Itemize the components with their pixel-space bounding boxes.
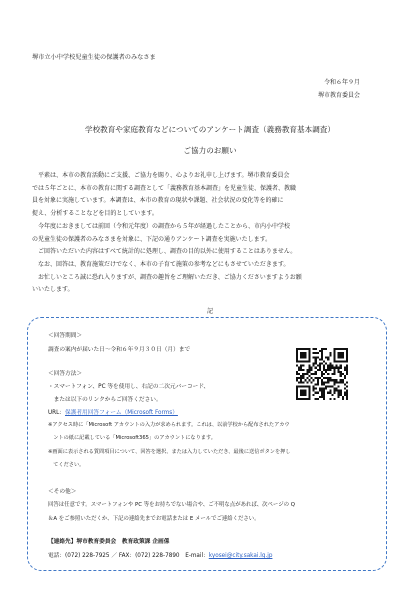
qr-code-icon[interactable] xyxy=(296,348,348,400)
ki-heading: 記 xyxy=(206,308,213,315)
contact-email-link[interactable]: kyosei@city.sakai.lg.jp xyxy=(208,553,273,559)
addressee: 堺市立小中学校児童生徒の保護者のみなさま xyxy=(32,54,156,61)
other-line: ＆A をご参照いただくか、下記の連絡先までお電話または E メールでご連絡ください。 xyxy=(48,516,260,522)
body-text xyxy=(32,170,392,297)
issuer: 堺市教育委員会 xyxy=(317,92,360,99)
body-line: では５年ごとに、本市の教育に関する調査として「義務教育基本調査」を児童生徒、保護者、教職 xyxy=(32,184,297,192)
survey-form-link[interactable]: 保護者用回答フォーム（Microsoft Forms） xyxy=(64,410,178,416)
note-line: ントの紙に記載している「Microsoft365」のアカウントになります。 xyxy=(48,435,216,441)
body-line: お忙しいところ誠に恐れ入りますが、調査の趣旨をご理解いただき、ご協力くださいますようお願 xyxy=(32,273,302,281)
details-box xyxy=(27,317,387,571)
body-line: いいたします。 xyxy=(32,286,74,294)
period-heading: ＜回答期間＞ xyxy=(48,333,83,339)
note-line: てください。 xyxy=(48,462,85,468)
period-value: 調査の案内が届いた日～令和６年９月３０日（月）まで xyxy=(48,347,191,353)
url-row xyxy=(48,407,178,416)
method-line: または以下のリンクからご回答ください。 xyxy=(48,397,162,403)
method-line: ・スマートフォン、PC 等を使用し、右記の二次元バーコード、 xyxy=(48,384,210,390)
body-line: の児童生徒の保護者のみなさまを対象に、下記の通りアンケート調査を実施いたします。 xyxy=(32,235,272,243)
body-line: 員を対象に実施しています。本調査は、本市の教育の現状や課題、社会状況の変化等を的確に xyxy=(32,197,284,205)
contact-label: 【連絡先】堺市教育委員会 教育政策課 企画係 xyxy=(48,539,170,545)
note-line: ※アクセス時に「Microsoft アカウントの入力が求められます。これは、以前学校から配布されたアカウ xyxy=(48,422,290,428)
contact-tel: 電話：(072) 228-7925 ／ FAX：(072) 228-7890 E-mail： xyxy=(48,553,209,559)
contact-row xyxy=(48,550,272,559)
issue-date: 令和６年９月 xyxy=(323,79,360,86)
page-title: 学校教育や家庭教育などについてのアンケート調査（義務教育基本調査） xyxy=(85,125,335,134)
body-line: 今年度におきましては前回（令和元年度）の調査から５年が経過したことから、市内小中学校 xyxy=(32,222,291,230)
note-line: ※画面に表示される質問項目について、回答を選択、または入力していただき、最後に送信ボタンを押し xyxy=(48,449,291,455)
other-heading: ＜その他＞ xyxy=(48,489,77,495)
page-subtitle: ご協力のお願い xyxy=(183,146,237,155)
other-line: 回答は任意です。スマートフォンや PC 等をお持ちでない場合や、ご不明な点があれば、次ページの Q xyxy=(48,502,295,508)
body-line: なお、回答は、教育施策だけでなく、本市の子育て施策の参考などにもさせていただきます。 xyxy=(32,260,290,268)
method-heading: ＜回答方法＞ xyxy=(48,371,83,377)
url-prefix: URL： xyxy=(48,410,65,416)
body-line: 捉え、分析することなどを目的としています。 xyxy=(32,210,158,218)
body-line: ご回答いただいた内容はすべて統計的に処理し、調査の目的以外に使用することはありません。 xyxy=(32,248,297,256)
body-line: 平素は、本市の教育活動にご支援、ご協力を賜り、心よりお礼申し上げます。堺市教育委員会 xyxy=(32,172,290,179)
